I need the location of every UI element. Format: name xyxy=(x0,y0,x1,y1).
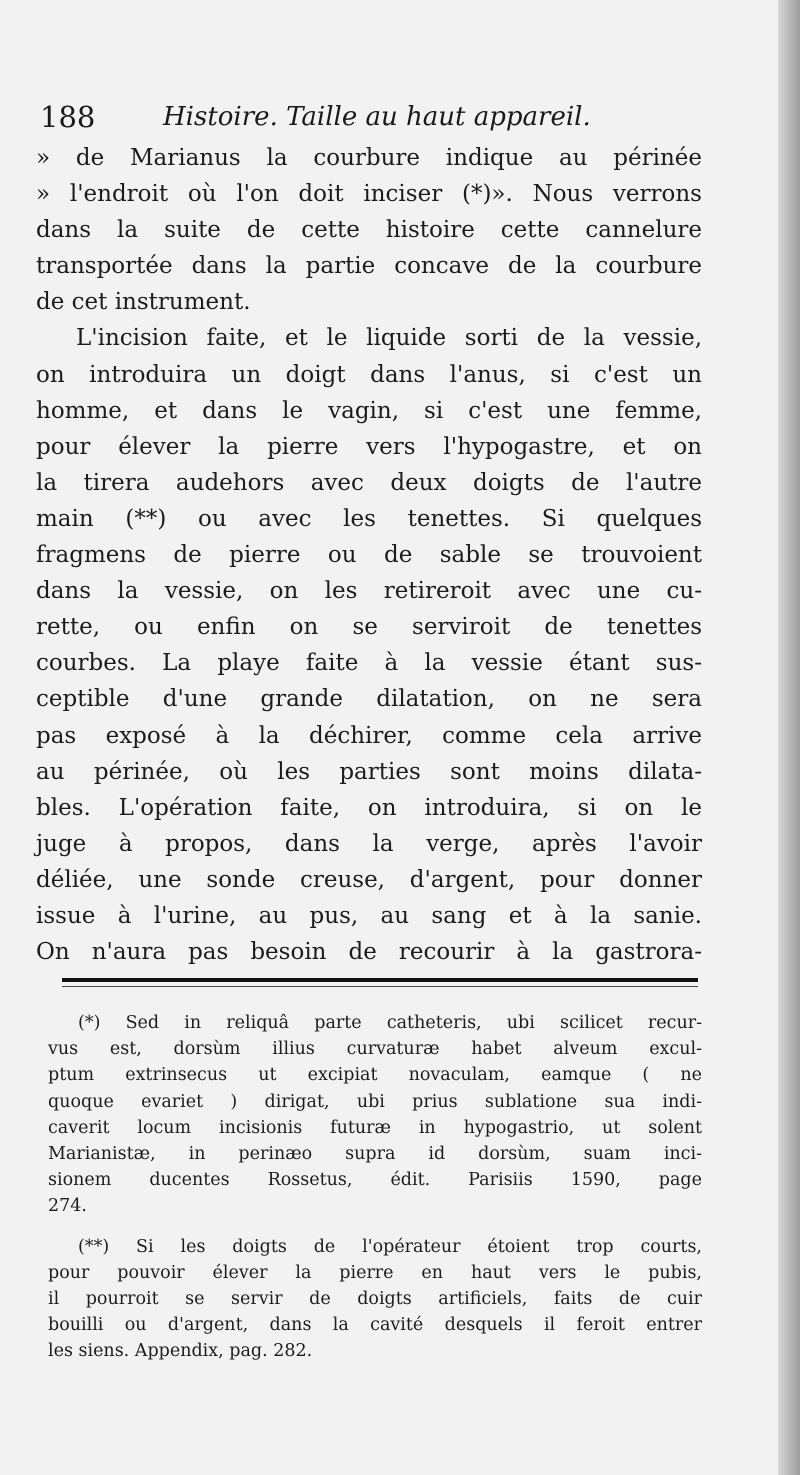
footnote-rule xyxy=(62,978,698,982)
text-line: bles. L'opération faite, on introduira, si on le xyxy=(36,794,702,821)
footnote-line: (*) Sed in reliquâ parte catheteris, ubi scilicet recur- xyxy=(78,1013,702,1033)
page-gutter-shadow xyxy=(778,0,800,1475)
footnote-line: il pourroit se servir de doigts artificiels, faits de cuir xyxy=(48,1288,702,1309)
text-line: juge à propos, dans la verge, après l'avoir xyxy=(36,830,702,857)
text-line: on introduira un doigt dans l'anus, si c'est un xyxy=(36,361,702,388)
text-line: transportée dans la partie concave de la courbure xyxy=(36,253,702,280)
footnote-rule-thin xyxy=(62,986,698,987)
footnote-2 xyxy=(48,1234,702,1365)
footnote-gap xyxy=(48,1220,702,1234)
footnote-line: pour pouvoir élever la pierre en haut vers le pubis, xyxy=(48,1262,702,1283)
text-line: dans la vessie, on les retireroit avec une cu- xyxy=(36,578,702,605)
footnote-line: 274. xyxy=(48,1196,87,1217)
text-line: au périnée, où les parties sont moins dilata- xyxy=(36,758,702,785)
text-line: pas exposé à la déchirer, comme cela arrive xyxy=(36,722,702,749)
text-line: dans la suite de cette histoire cette cannelure xyxy=(36,217,702,244)
footnote-line: (**) Si les doigts de l'opérateur étoient trop courts, xyxy=(78,1236,702,1257)
footnotes xyxy=(48,1010,702,1364)
running-title: Histoire. Taille au haut appareil. xyxy=(163,102,591,132)
text-line: L'incision faite, et le liquide sorti de la vessie, xyxy=(76,325,702,352)
text-line: ceptible d'une grande dilatation, on ne sera xyxy=(36,686,702,713)
text-line: courbes. La playe faite à la vessie étant sus- xyxy=(36,650,702,677)
footnote-line: caverit locum incisionis futuræ in hypogastrio, ut solent xyxy=(48,1117,702,1138)
footnote-line: quoque evariet ) dirigat, ubi prius sublatione sua indi- xyxy=(48,1091,702,1112)
footnote-line: ptum extrinsecus ut excipiat novaculam, eamque ( ne xyxy=(48,1065,702,1086)
footnote-line: sionem ducentes Rossetus, édit. Parisiis 1590, page xyxy=(48,1170,702,1191)
text-line: déliée, une sonde creuse, d'argent, pour donner xyxy=(36,866,702,893)
footnote-1 xyxy=(48,1010,702,1220)
text-line: pour élever la pierre vers l'hypogastre, et on xyxy=(36,433,702,460)
footnote-line: Marianistæ, in perinæo supra id dorsùm, suam inci- xyxy=(48,1143,702,1164)
text-line: la tirera audehors avec deux doigts de l'autre xyxy=(36,469,702,496)
text-line: On n'aura pas besoin de recourir à la gastrora- xyxy=(36,939,702,966)
text-line: de cet instrument. xyxy=(36,289,251,316)
text-line: » l'endroit où l'on doit inciser (*)». Nous verrons xyxy=(36,181,702,208)
text-line: main (**) ou avec les tenettes. Si quelques xyxy=(36,505,702,532)
text-line: issue à l'urine, au pus, au sang et à la sanie. xyxy=(36,902,702,929)
text-line: » de Marianus la courbure indique au périnée xyxy=(36,145,702,171)
text-line: fragmens de pierre ou de sable se trouvoient xyxy=(36,542,702,569)
footnote-line: les siens. Appendix, pag. 282. xyxy=(48,1341,313,1362)
footnote-line: bouilli ou d'argent, dans la cavité desquels il feroit entrer xyxy=(48,1315,702,1336)
text-line: homme, et dans le vagin, si c'est une femme, xyxy=(36,397,702,424)
page-header xyxy=(40,98,760,138)
footnote-line: vus est, dorsùm illius curvaturæ habet alveum excul- xyxy=(48,1039,702,1060)
main-text xyxy=(36,140,702,970)
text-line: rette, ou enfin on se serviroit de tenettes xyxy=(36,614,702,641)
page-number: 188 xyxy=(40,100,96,134)
